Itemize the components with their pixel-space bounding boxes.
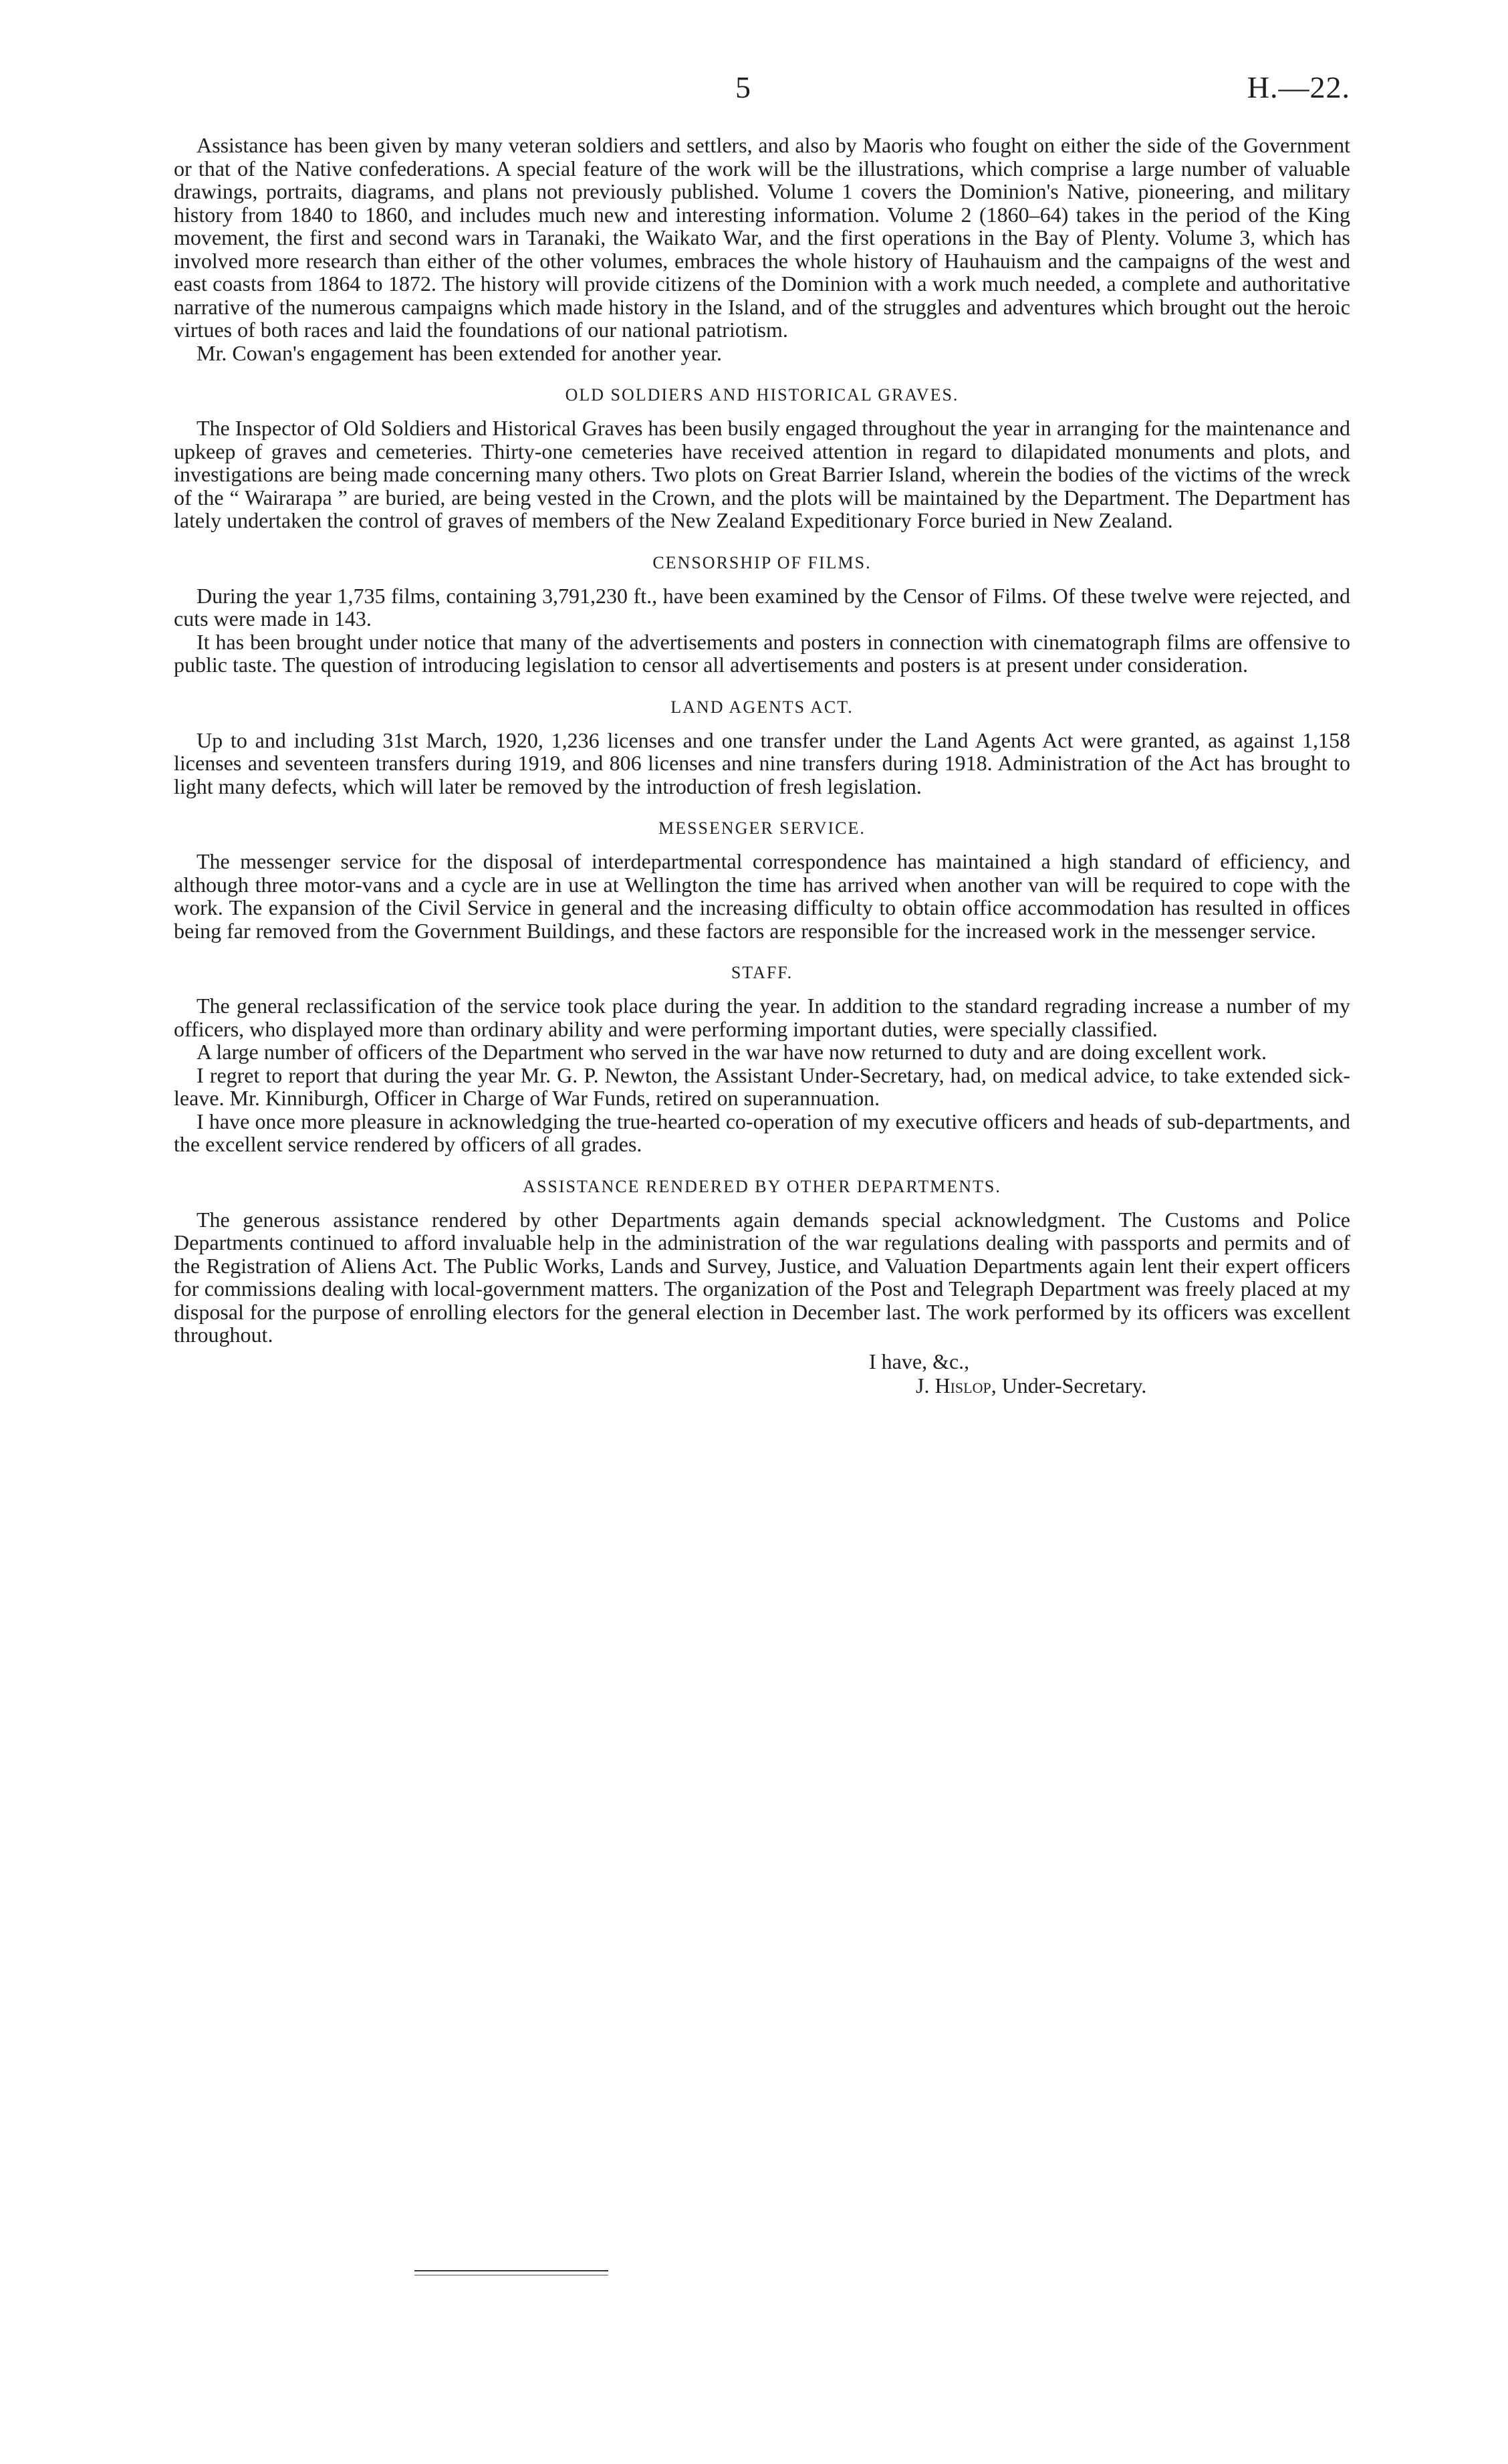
paragraph: During the year 1,735 films, containing 3,791,230 ft., have been examined by the Censor of Films. Of these twelve were rejected, and cuts were made in 143. — [174, 583, 1350, 631]
paragraph: It has been brought under notice that many of the advertisements and posters in connection with cinematograph films are offensive to public taste. The question of introducing legislation to censor all advertisements and posters is at present under consideration. — [174, 629, 1350, 677]
section-heading: STAFF. — [731, 963, 793, 982]
paragraph: I regret to report that during the year Mr. G. P. Newton, the Assistant Under-Secretary, had, on medical advice, to take extended sick-leave. Mr. Kinniburgh, Officer in Charge of War Funds, retired on superannuation. — [174, 1062, 1350, 1110]
section-censorship-films — [174, 552, 1350, 677]
document-page — [174, 60, 1350, 1397]
section-staff — [174, 962, 1350, 1156]
paragraph: I have once more pleasure in acknowledging the true-hearted co-operation of my executive officers and heads of sub-departments, and the excellent service rendered by officers of all grades. — [174, 1109, 1350, 1156]
section-heading: MESSENGER SERVICE. — [658, 818, 866, 838]
page-number: 5 — [735, 70, 751, 104]
paragraph: The messenger service for the disposal of interdepartmental correspondence has maintained a high standard of efficiency, and although three motor-vans and a cycle are in use at Wellington the time has arrived when another van will be required to cope with the work. The expansion of the Civil Service in general and the increasing difficulty to obtain office accommodation has resulted in offices being far removed from the Government Buildings, and these factors are responsible for the increased work in the messenger service. — [174, 849, 1350, 943]
signoff-signature — [174, 1373, 1350, 1397]
paragraph: Mr. Cowan's engagement has been extended for another year. — [197, 340, 722, 365]
page-header — [174, 60, 1350, 134]
paragraph: The general reclassification of the service took place during the year. In addition to the standard regrading increase a number of my officers, who displayed more than ordinary ability and were performing important duties, were specially classified. — [174, 994, 1350, 1041]
signoff-closing: I have, &c., — [869, 1349, 970, 1373]
report-code: H.—22. — [1247, 70, 1350, 104]
paragraph: Assistance has been given by many veteran soldiers and settlers, and also by Maoris who fought on either the side of the Government or that of the Native confederations. A special feature of the work will be the illustrations, which comprise a large number of valuable drawings, portraits, diagrams, and plans not previously published. Volume 1 covers the Dominion's Native, pioneering, and military history from 1840 to 1860, and includes much new and interesting information. Volume 2 (1860–64) takes in the period of the King movement, the first and second wars in Taranaki, the Waikato War, and the first operations in the Bay of Plenty. Volume 3, which has involved more research than either of the other volumes, embraces the whole history of Hauhauism and the campaigns of the west and east coasts from 1864 to 1872. The history will provide citizens of the Dominion with a work much needed, a complete and authoritative narrative of the numerous campaigns which made history in the Island, and of the struggles and adventures which brought out the heroic virtues of both races and laid the foundations of our national patriotism. — [174, 133, 1350, 342]
signoff-title: , Under-Secretary. — [991, 1373, 1147, 1397]
signoff-surname: Hislop — [934, 1373, 991, 1397]
paragraph: Up to and including 31st March, 1920, 1,236 licenses and one transfer under the Land Agents Act were granted, as against 1,158 licenses and seventeen transfers during 1919, and 806 licenses and nine transfers during 1918. Administration of the Act has brought to light many defects, which will later be removed by the introduction of fresh legislation. — [174, 727, 1350, 798]
section-heading: CENSORSHIP OF FILMS. — [652, 552, 872, 572]
section-heading: LAND AGENTS ACT. — [670, 697, 854, 717]
paragraph: The Inspector of Old Soldiers and Historical Graves has been busily engaged throughout the year in arranging for the maintenance and upkeep of graves and cemeteries. Thirty-one cemeteries have received attention in regard to dilapidated monuments and plots, and investigations are being made concerning many others. Two plots on Great Barrier Island, wherein the bodies of the victims of the wreck of the “ Wairarapa ” are buried, are being vested in the Crown, and the plots will be maintained by the Department. The Department has lately undertaken the control of graves of members of the New Zealand Expeditionary Force buried in New Zealand. — [174, 416, 1350, 532]
section-old-soldiers-graves — [174, 384, 1350, 532]
section-heading: OLD SOLDIERS AND HISTORICAL GRAVES. — [565, 385, 959, 405]
section-messenger-service — [174, 818, 1350, 942]
signoff-initial: J. — [916, 1373, 930, 1397]
signoff — [174, 1349, 1350, 1397]
section-heading: ASSISTANCE RENDERED BY OTHER DEPARTMENTS. — [523, 1176, 1001, 1196]
section-land-agents-act — [174, 697, 1350, 798]
end-rule — [414, 2270, 608, 2271]
paragraph: A large number of officers of the Department who served in the war have now returned to duty and are doing excellent work. — [197, 1040, 1267, 1064]
paragraph: The generous assistance rendered by other Departments again demands special acknowledgment. The Customs and Police Departments continued to afford invaluable help in the administration of the war regulations dealing with passports and permits and of the Registration of Aliens Act. The Public Works, Lands and Survey, Justice, and Valuation Departments again lent their expert officers for commissions dealing with local-government matters. The organization of the Post and Telegraph Department was freely placed at my disposal for the purpose of enrolling electors for the general election in December last. The work performed by its officers was excellent throughout. — [174, 1207, 1350, 1347]
section-continuation — [174, 134, 1350, 364]
section-assistance-departments — [174, 1176, 1350, 1347]
